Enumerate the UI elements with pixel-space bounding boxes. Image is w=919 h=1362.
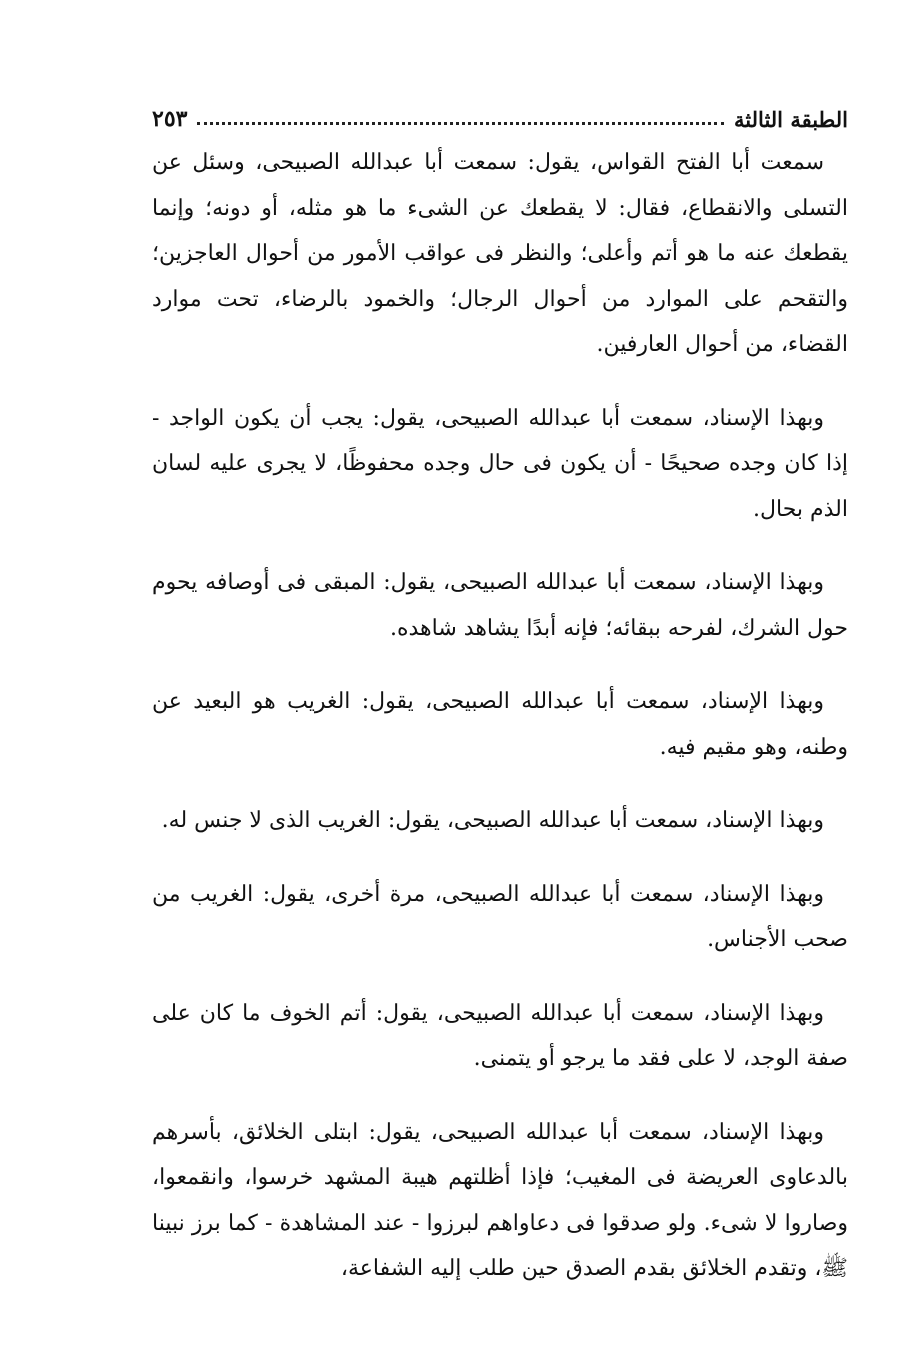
section-title: الطبقة الثالثة [734,107,848,132]
paragraph-7: وبهذا الإسناد، سمعت أبا عبدالله الصبيحى، يقول: أتم الخوف ما كان على صفة الوجد، لا على فقد ما يرجو أو يتمنى. [152,1000,848,1071]
paragraph-6: وبهذا الإسناد، سمعت أبا عبدالله الصبيحى، مرة أخرى، يقول: الغريب من صحب الأجناس. [152,881,848,952]
paragraph-5: وبهذا الإسناد، سمعت أبا عبدالله الصبيحى، يقول: الغريب الذى لا جنس له. [161,808,824,833]
page-number: ٢٥٣ [152,106,188,132]
paragraph-3: وبهذا الإسناد، سمعت أبا عبدالله الصبيحى، يقول: المبقى فى أوصافه يحوم حول الشرك، لفرحه ببقائه؛ فإنه أبدًا يشاهد شاهده. [152,570,848,641]
paragraph-1: سمعت أبا الفتح القواس، يقول: سمعت أبا عبدالله الصبيحى، وسئل عن التسلى والانقطاع، فقال: لا يقطعك عن الشىء ما هو مثله، أو دونه؛ وإنما يقطعك عنه ما هو أتم وأعلى؛ والنظر فى عواقب الأمور من أحوال العاجزين؛ والتقحم على الموارد من أحوال الرجال؛ والخمود بالرضاء، تحت موارد القضاء، من أحوال العارفين. [152,150,848,357]
paragraph-2: وبهذا الإسناد، سمعت أبا عبدالله الصبيحى، يقول: يجب أن يكون الواجد - إذا كان وجده صحيحًا - أن يكون فى حال وجده محفوظًا، لا يجرى عليه لسان الذم بحال. [152,405,848,522]
paragraph-8: وبهذا الإسناد، سمعت أبا عبدالله الصبيحى، يقول: ابتلى الخلائق، بأسرهم بالدعاوى العريضة فى المغيب؛ فإذا أظلتهم هيبة المشهد خرسوا، وانقمعوا، وصاروا لا شىء. ولو صدقوا فى دعاواهم لبرزوا - عند المشاهدة - كما برز نبينا ﷺ، وتقدم الخلائق بقدم الصدق حين طلب إليه الشفاعة، [152,1119,848,1281]
page-body [152,140,848,1320]
header-dotted-leader [197,122,724,125]
paragraph-4: وبهذا الإسناد، سمعت أبا عبدالله الصبيحى، يقول: الغريب هو البعيد عن وطنه، وهو مقيم فيه. [152,689,848,760]
running-header [152,92,848,132]
